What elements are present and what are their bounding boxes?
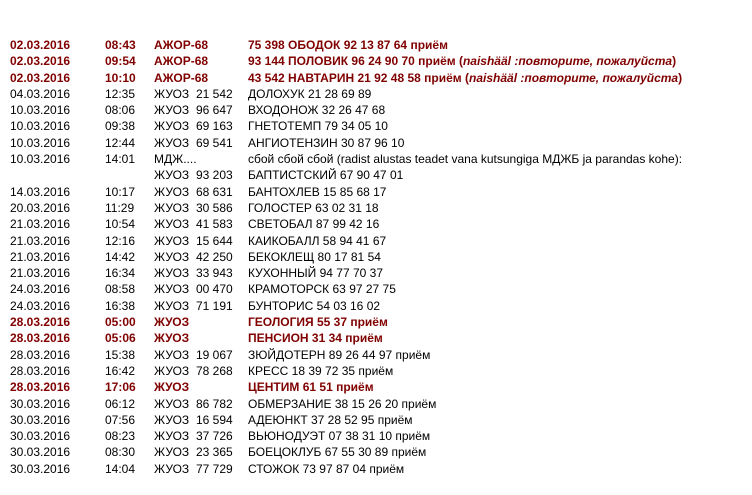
log-date: 21.03.2016 (10, 266, 71, 281)
log-number: 23 365 (196, 445, 233, 460)
log-message (248, 396, 436, 412)
log-number: 15 644 (196, 233, 233, 248)
log-date: 04.03.2016 (10, 86, 71, 101)
log-number: 69 163 (196, 119, 233, 134)
log-message (248, 102, 385, 118)
log-message (248, 265, 383, 281)
log-date: 10.03.2016 (10, 119, 71, 134)
log-number: 19 067 (196, 347, 233, 362)
log-message-text: КРАМОТОРСК 63 97 27 75 (248, 282, 396, 297)
log-message-text: 75 398 ОБОДОК 92 13 87 64 приём (248, 38, 448, 52)
log-message-text: КРЕСС 18 39 72 35 приём (248, 363, 394, 378)
log-message-text: КУХОННЫЙ 94 77 70 37 (248, 266, 383, 281)
log-number: 21 542 (196, 86, 233, 101)
log-time: 16:34 (105, 266, 136, 281)
log-message (248, 314, 388, 330)
log-time: 17:06 (105, 380, 136, 395)
log-number: 42 250 (196, 249, 233, 264)
log-message (248, 37, 448, 53)
log-station: ЖУОЗ (154, 217, 190, 232)
log-station: ЖУОЗ (154, 103, 190, 118)
log-message-text: БУНТОРИС 54 03 16 02 (248, 298, 381, 313)
log-message-text: БАНТОХЛЕВ 15 85 68 17 (248, 184, 387, 199)
log-station: ЖУОЗ (154, 347, 190, 362)
log-number: 86 782 (196, 396, 233, 411)
log-message-text: БОЕЦОКЛУБ 67 55 30 89 приём (248, 445, 427, 460)
log-message (248, 249, 381, 265)
log-time: 12:44 (105, 135, 136, 150)
log-date: 30.03.2016 (10, 429, 71, 444)
log-message-text: АНГИОТЕНЗИН 30 87 96 10 (248, 135, 405, 150)
log-date: 30.03.2016 (10, 461, 71, 476)
log-station: ЖУОЗ (154, 331, 190, 346)
log-message-text: 43 542 НАВТАРИН 21 92 48 58 приём ( (248, 70, 470, 85)
log-message-text: ЦЕНТИМ 61 51 приём (248, 380, 374, 395)
log-message (248, 461, 404, 477)
log-time: 15:38 (105, 347, 136, 362)
log-message-text: ГНЕТОТЕМП 79 34 05 10 (248, 119, 388, 134)
log-date: 28.03.2016 (10, 380, 71, 395)
log-station: ЖУОЗ (154, 429, 190, 444)
log-message-text: БЕКОКЛЕЩ 80 17 81 54 (248, 249, 381, 264)
log-station: ЖУОЗ (154, 168, 190, 183)
log-time: 14:42 (105, 249, 136, 264)
log-time: 08:43 (105, 38, 136, 52)
log-date: 28.03.2016 (10, 347, 71, 362)
log-message (248, 200, 379, 216)
log-message-text: ВХОДОНОЖ 32 26 47 68 (248, 103, 386, 118)
log-date: 24.03.2016 (10, 282, 71, 297)
log-station: АЖОР-68 (154, 38, 209, 52)
log-message-note: naishääl :повторите, пожалуйста (469, 70, 679, 85)
log-number: 00 470 (196, 282, 233, 297)
log-station: ЖУОЗ (154, 86, 190, 101)
log-time: 08:30 (105, 445, 136, 460)
log-message-text: КАИКОБАЛЛ 58 94 41 67 (248, 233, 387, 248)
log-number: 68 631 (196, 184, 233, 199)
log-number: 77 729 (196, 461, 233, 476)
log-station: ЖУОЗ (154, 184, 190, 199)
log-message (248, 444, 426, 460)
log-message (248, 167, 403, 183)
log-message-text: сбой сбой сбой (radist alustas teadet vana kutsungiga МДЖБ ja parandas kohe): (248, 152, 683, 167)
log-station: ЖУОЗ (154, 412, 190, 427)
log-station: ЖУОЗ (154, 298, 190, 313)
log-number: 41 583 (196, 217, 233, 232)
log-date: 02.03.2016 (10, 38, 71, 52)
log-number: 33 943 (196, 266, 233, 281)
log-message (248, 86, 371, 102)
log-message-text: ГОЛОСТЕР 63 02 31 18 (248, 200, 379, 215)
log-message-text: ПЕНСИОН 31 34 приём (248, 331, 383, 346)
log-message-text: ДОЛОХУК 21 28 69 89 (248, 86, 372, 101)
log-station: ЖУОЗ (154, 363, 190, 378)
log-station: ЖУОЗ (154, 380, 190, 395)
log-message (248, 216, 379, 232)
log-date: 21.03.2016 (10, 249, 71, 264)
log-message (248, 412, 413, 428)
log-station: АЖОР-68 (154, 54, 209, 69)
log-date: 10.03.2016 (10, 135, 71, 150)
log-number: 78 268 (196, 363, 233, 378)
log-time: 07:56 (105, 412, 136, 427)
log-message (248, 281, 396, 297)
log-station: ЖУОЗ (154, 315, 190, 330)
log-date: 24.03.2016 (10, 298, 71, 313)
log-date: 28.03.2016 (10, 363, 71, 378)
log-station: ЖУОЗ (154, 233, 190, 248)
log-message-text: ГЕОЛОГИЯ 55 37 приём (248, 315, 388, 330)
log-station: ЖУОЗ (154, 135, 190, 150)
log-number: 37 726 (196, 429, 233, 444)
log-date: 20.03.2016 (10, 200, 71, 215)
log-number: 16 594 (196, 412, 233, 427)
log-station: ЖУОЗ (154, 249, 190, 264)
log-message (248, 347, 430, 363)
log-message (248, 184, 386, 200)
log-message-tail: ) (678, 70, 683, 85)
log-date: 28.03.2016 (10, 315, 71, 330)
log-message (248, 298, 380, 314)
log-station: МДЖ.... (154, 152, 197, 167)
log-message (248, 330, 383, 346)
log-time: 09:54 (105, 54, 136, 69)
log-date: 21.03.2016 (10, 233, 71, 248)
log-time: 11:29 (105, 200, 135, 215)
log-message (248, 379, 374, 395)
log-number: 93 203 (196, 168, 233, 183)
log-message (248, 70, 682, 86)
log-date: 21.03.2016 (10, 217, 71, 232)
log-time: 08:58 (105, 282, 136, 297)
log-date: 02.03.2016 (10, 54, 71, 69)
log-time: 12:35 (105, 86, 136, 101)
log-station: ЖУОЗ (154, 445, 190, 460)
log-message-text: БАПТИСТСКИЙ 67 90 47 01 (248, 168, 404, 183)
log-time: 08:06 (105, 103, 136, 118)
log-time: 10:17 (105, 184, 136, 199)
log-date: 30.03.2016 (10, 396, 71, 411)
log-number: 30 586 (196, 200, 233, 215)
log-message-text: СТОЖОК 73 97 87 04 приём (248, 461, 405, 476)
log-time: 06:12 (105, 396, 136, 411)
log-station: ЖУОЗ (154, 200, 190, 215)
log-message-tail: ) (672, 54, 677, 69)
log-time: 14:04 (105, 461, 136, 476)
log-message-text: ВЬЮНОДУЭТ 07 38 31 10 приём (248, 429, 431, 444)
log-date: 28.03.2016 (10, 331, 71, 346)
log-station: ЖУОЗ (154, 282, 190, 297)
log-time: 10:54 (105, 217, 136, 232)
log-station: ЖУОЗ (154, 119, 190, 134)
log-date: 30.03.2016 (10, 445, 71, 460)
log-message-text: ЗЮЙДОТЕРН 89 26 44 97 приём (248, 347, 431, 362)
log-number: 71 191 (196, 298, 233, 313)
log-message (248, 151, 682, 167)
log-number: 69 541 (196, 135, 233, 150)
log-message (248, 363, 393, 379)
log-station: АЖОР-68 (154, 70, 209, 85)
log-date: 14.03.2016 (10, 184, 71, 199)
log-message-note: naishääl :повторите, пожалуйста (462, 54, 673, 69)
log-date: 30.03.2016 (10, 412, 71, 427)
log-time: 16:42 (105, 363, 136, 378)
log-message (248, 118, 388, 134)
log-station: ЖУОЗ (154, 461, 190, 476)
log-time: 12:16 (105, 233, 136, 248)
log-message-text: ОБМЕРЗАНИЕ 38 15 26 20 приём (248, 396, 437, 411)
log-time: 10:10 (105, 70, 136, 85)
log-time: 09:38 (105, 119, 136, 134)
log-message-text: АДЕЮНКТ 37 28 52 95 приём (248, 412, 413, 427)
log-time: 14:01 (105, 152, 136, 167)
log-message (248, 135, 404, 151)
log-message (248, 53, 676, 69)
log-station: ЖУОЗ (154, 266, 190, 281)
log-number: 96 647 (196, 103, 233, 118)
log-time: 05:06 (105, 331, 136, 346)
log-message (248, 233, 386, 249)
log-date: 10.03.2016 (10, 152, 71, 167)
log-time: 05:00 (105, 315, 136, 330)
log-time: 16:38 (105, 298, 136, 313)
log-date: 02.03.2016 (10, 70, 71, 85)
log-time: 08:23 (105, 429, 136, 444)
log-message-text: 93 144 ПОЛОВИК 96 24 90 70 приём ( (248, 54, 463, 69)
log-message-text: СВЕТОБАЛ 87 99 42 16 (248, 217, 380, 232)
log-message (248, 428, 430, 444)
log-station: ЖУОЗ (154, 396, 190, 411)
log-date: 10.03.2016 (10, 103, 71, 118)
